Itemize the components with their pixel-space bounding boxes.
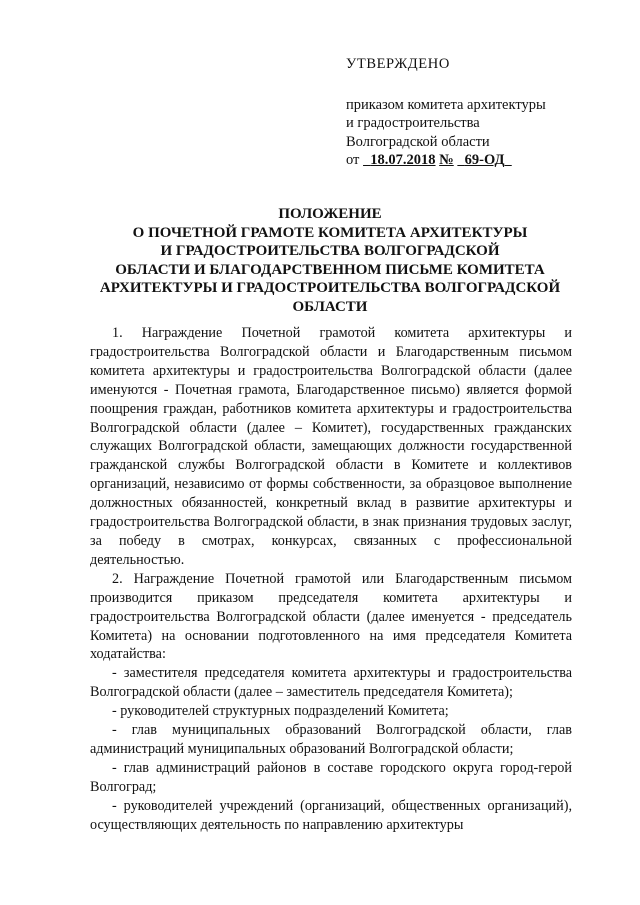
date-prefix: от xyxy=(346,152,360,168)
approval-stamp: УТВЕРЖДЕНО xyxy=(346,56,450,72)
list-item: - глав муниципальных образований Волгоградской области, глав администраций муниципальных образований Волгоградской области; xyxy=(90,722,572,757)
approval-date xyxy=(363,152,436,168)
approval-date-line xyxy=(346,151,546,170)
list-item: - глав администраций районов в составе городского округа город-герой Волгоград; xyxy=(90,759,572,795)
number-prefix: № xyxy=(439,152,454,168)
approval-block xyxy=(346,55,546,170)
number-value: 69-ОД xyxy=(464,152,505,168)
document-body xyxy=(90,324,572,834)
list-item: - руководителей учреждений (организаций, общественных организаций), осуществляющих деятельность по направлению архитектуры xyxy=(90,797,572,833)
list-item: - руководителей структурных подразделений Комитета; xyxy=(112,703,449,720)
title-line: ПОЛОЖЕНИЕ xyxy=(278,206,382,222)
paragraph: 2. Награждение Почетной грамотой или Благодарственным письмом производится приказом председателя комитета архитектуры и градостроительства Волгоградской области (далее именуется - председатель Комитета) на основании подготовленного на имя председателя Комитета ходатайства: xyxy=(90,570,572,663)
paragraph: 1. Награждение Почетной грамотой комитета архитектуры и градостроительства Волгоградской области и Благодарственным письмом комитета архитектуры и градостроительства Волгоградской области (далее именуются - Почетная грамота, Благодарственное письмо) является формой поощрения граждан, работников комитета архитектуры и градостроительства Волгоградской области (далее – Комитет), государственных гражданских служащих Волгоградской области, замещающих должности государственной гражданской службы Волгоградской области в Комитете и коллективов организаций, независимо от формы собственности, за образцовое выполнение должностных обязанностей, конкретный вклад в развитие архитектуры и градостроительства Волгоградской области, в знак признания трудовых заслуг, за победу в смотрах, конкурсах, связанных с профессиональной деятельностью. xyxy=(90,325,572,568)
title-line: ОБЛАСТИ И БЛАГОДАРСТВЕННОМ ПИСЬМЕ КОМИТЕТА xyxy=(115,261,545,278)
date-value: 18.07.2018 xyxy=(370,152,436,168)
title-line: АРХИТЕКТУРЫ И ГРАДОСТРОИТЕЛЬСТВА ВОЛГОГРАДСКОЙ xyxy=(99,280,561,296)
list-item: - заместителя председателя комитета архитектуры и градостроительства Волгоградской области (далее – заместитель председателя Комитета); xyxy=(90,665,572,701)
document-title xyxy=(70,205,590,316)
approval-line: Волгоградской области xyxy=(346,133,490,150)
title-line: О ПОЧЕТНОЙ ГРАМОТЕ КОМИТЕТА АРХИТЕКТУРЫ xyxy=(132,224,528,241)
title-line: ОБЛАСТИ xyxy=(292,298,368,315)
approval-number xyxy=(457,152,511,168)
title-line: И ГРАДОСТРОИТЕЛЬСТВА ВОЛГОГРАДСКОЙ xyxy=(160,243,500,259)
approval-line: приказом комитета архитектуры xyxy=(346,96,546,113)
approval-line: и градостроительства xyxy=(346,115,480,131)
